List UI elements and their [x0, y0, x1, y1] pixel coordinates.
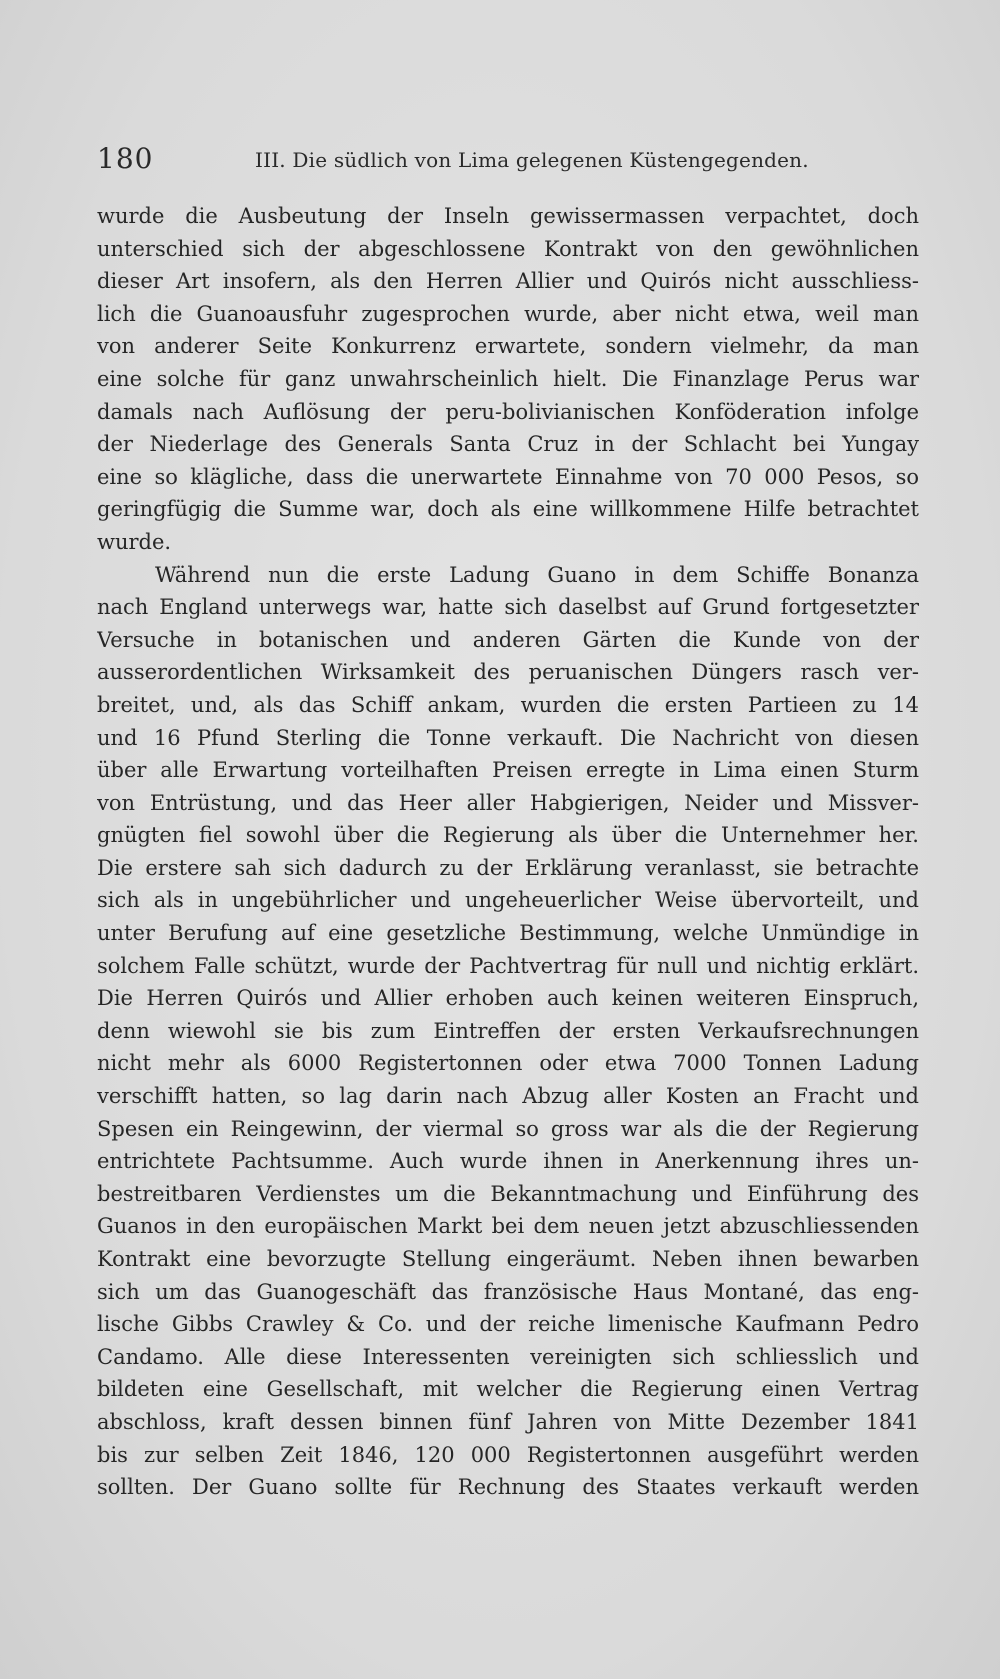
text-line: sich als in ungebührlicher und ungeheuerlicher Weise übervorteilt, und — [97, 888, 919, 913]
page-header — [97, 142, 927, 182]
text-line: von Entrüstung, und das Heer aller Habgierigen, Neider und Missver- — [97, 790, 919, 815]
page-number: 180 — [97, 142, 154, 175]
text-line: abschloss, kraft dessen binnen fünf Jahren von Mitte Dezember 1841 — [97, 1409, 919, 1434]
text-line: von anderer Seite Konkurrenz erwartete, sondern vielmehr, da man — [97, 334, 919, 359]
text-line: eine so klägliche, dass die unerwartete Einnahme von 70 000 Pesos, so — [97, 464, 919, 489]
text-line: verschifft hatten, so lag darin nach Abzug aller Kosten an Fracht und — [97, 1084, 919, 1109]
text-line: lische Gibbs Crawley & Co. und der reiche limenische Kaufmann Pedro — [97, 1312, 919, 1337]
text-line: damals nach Auflösung der peru-bolivianischen Konföderation infolge — [97, 399, 919, 424]
text-line: unter Berufung auf eine gesetzliche Bestimmung, welche Unmündige in — [97, 921, 919, 946]
text-line: dieser Art insofern, als den Herren Allier und Quirós nicht ausschliess- — [97, 269, 919, 294]
text-line: breitet, und, als das Schiff ankam, wurden die ersten Partieen zu 14 — [97, 692, 919, 717]
text-line: geringfügig die Summe war, doch als eine willkommene Hilfe betrachtet — [97, 497, 919, 522]
text-line: sich um das Guanogeschäft das französische Haus Montané, das eng- — [97, 1279, 919, 1304]
text-line: lich die Guanoausfuhr zugesprochen wurde, aber nicht etwa, weil man — [97, 301, 919, 326]
text-line: ausserordentlichen Wirksamkeit des peruanischen Düngers rasch ver- — [97, 660, 919, 685]
text-line: nach England unterwegs war, hatte sich daselbst auf Grund fortgesetzter — [97, 595, 919, 620]
text-line: unterschied sich der abgeschlossene Kontrakt von den gewöhnlichen — [97, 236, 919, 261]
text-line: denn wiewohl sie bis zum Eintreffen der ersten Verkaufsrechnungen — [97, 1018, 919, 1043]
text-line: Candamo. Alle diese Interessenten vereinigten sich schliesslich und — [97, 1344, 919, 1369]
text-line: Kontrakt eine bevorzugte Stellung eingeräumt. Neben ihnen bewarben — [97, 1247, 919, 1271]
paragraph-start-line: Während nun die erste Ladung Guano in dem Schiffe Bonanza — [155, 562, 919, 587]
text-line: gnügten fiel sowohl über die Regierung als über die Unternehmer her. — [97, 823, 919, 848]
running-head: III. Die südlich von Lima gelegenen Küstengegenden. — [255, 148, 809, 172]
text-line: Spesen ein Reingewinn, der viermal so gross war als die der Regierung — [97, 1116, 919, 1141]
text-line: eine solche für ganz unwahrscheinlich hielt. Die Finanzlage Perus war — [97, 366, 919, 391]
text-line: solchem Falle schützt, wurde der Pachtvertrag für null und nichtig erklärt. — [97, 953, 919, 978]
text-line: sollten. Der Guano sollte für Rechnung des Staates verkauft werden — [97, 1475, 919, 1500]
text-line: nicht mehr als 6000 Registertonnen oder etwa 7000 Tonnen Ladung — [97, 1051, 919, 1076]
text-line: bestreitbaren Verdienstes um die Bekanntmachung und Einführung des — [97, 1181, 919, 1206]
text-line: bis zur selben Zeit 1846, 120 000 Registertonnen ausgeführt werden — [97, 1442, 919, 1467]
text-line: Die erstere sah sich dadurch zu der Erklärung veranlasst, sie betrachte — [97, 855, 919, 880]
text-line: bildeten eine Gesellschaft, mit welcher die Regierung einen Vertrag — [97, 1377, 919, 1402]
text-line: und 16 Pfund Sterling die Tonne verkauft. Die Nachricht von diesen — [97, 725, 919, 750]
text-line: entrichtete Pachtsumme. Auch wurde ihnen in Anerkennung ihres un- — [97, 1149, 919, 1174]
text-line: wurde die Ausbeutung der Inseln gewissermassen verpachtet, doch — [97, 204, 919, 228]
text-line: über alle Erwartung vorteilhaften Preisen erregte in Lima einen Sturm — [97, 758, 919, 783]
paragraph-end-line: wurde. — [97, 529, 172, 554]
text-line: Die Herren Quirós und Allier erhoben auch keinen weiteren Einspruch, — [97, 986, 919, 1011]
text-line: der Niederlage des Generals Santa Cruz in der Schlacht bei Yungay — [97, 432, 919, 457]
body-text — [97, 200, 919, 1504]
text-line: Versuche in botanischen und anderen Gärten die Kunde von der — [97, 627, 919, 652]
text-line: Guanos in den europäischen Markt bei dem neuen jetzt abzuschliessenden — [97, 1214, 919, 1239]
